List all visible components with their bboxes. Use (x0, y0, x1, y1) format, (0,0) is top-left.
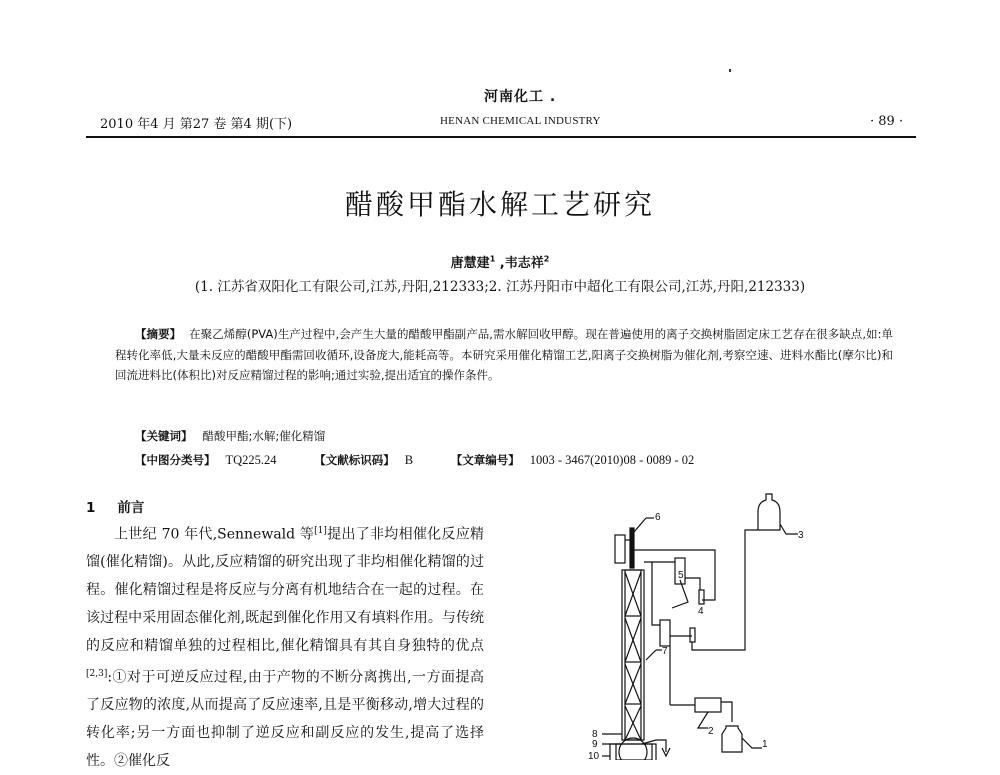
author-line (0, 252, 1000, 271)
author-affil-mark: 1 (489, 254, 496, 264)
diagram-label: 8 (592, 729, 598, 740)
doc-code-value: B (404, 453, 414, 467)
diagram-label: 5 (678, 570, 684, 581)
journal-name-cn: 河南化工 . (484, 89, 557, 105)
keywords (135, 428, 325, 444)
abstract (115, 324, 893, 386)
journal-name-en: HENAN CHEMICAL INDUSTRY (440, 115, 601, 127)
paragraph-text: 上世纪 70 年代,Sennewald 等 (114, 526, 315, 543)
section-title: 前言 (117, 500, 145, 516)
diagram-label: 3 (798, 530, 804, 541)
doc-code-label: 【文献标识码】 (314, 453, 395, 467)
author-name: 唐慧建 (450, 256, 490, 271)
clc-value: TQ225.24 (225, 453, 277, 467)
paragraph (86, 518, 484, 775)
diagram-label: 7 (662, 646, 668, 657)
citation-ref[interactable]: [1] (314, 526, 327, 536)
author-separator: , (495, 256, 505, 271)
body-column-left (86, 518, 484, 775)
diagram-label: 1 (762, 739, 768, 750)
keywords-label: 【关键词】 (135, 429, 193, 443)
article-no-value: 1003 - 3467(2010)08 - 0089 - 02 (529, 453, 695, 467)
scan-artifact (729, 69, 731, 72)
abstract-label: 【摘要】 (135, 327, 182, 341)
citation-ref[interactable]: [2,3] (86, 668, 108, 679)
apparatus-diagram (580, 490, 880, 760)
clc-label: 【中图分类号】 (135, 453, 216, 467)
affiliations: (1. 江苏省双阳化工有限公司,江苏,丹阳,212333;2. 江苏丹阳市中超化工有限公司,江苏,丹阳,212333) (194, 279, 806, 295)
diagram-label: 9 (592, 739, 598, 750)
abstract-text: 在聚乙烯醇(PVA)生产过程中,会产生大量的醋酸甲酯副产品,需水解回收甲醇。现在普遍使用的离子交换树脂固定床工艺存在很多缺点,如:单程转化率低,大量未反应的醋酸甲酯需回收循环,设备庞大,能耗高等。本研究采用催化精馏工艺,阳离子交换树脂为催化剂,考察空速、进料水酯比(摩尔比)和回流进料比(体积比)对反应精馏过程的影响;通过实验,提出适宜的操作条件。 (115, 327, 893, 382)
author-name: 韦志祥 (504, 256, 544, 271)
author-affil-mark: 2 (543, 254, 550, 264)
diagram-label: 10 (588, 751, 600, 760)
paragraph-text: 提出了非均相催化反应精馏(催化精馏)。从此,反应精馏的研究出现了非均相催化精馏的过程。催化精馏过程是将反应与分离有机地结合在一起的过程。在该过程中采用固态催化剂,既起到催化作用又有填料作用。与传统的反应和精馏单独的过程相比,催化精馏具有其自身独特的优点 (86, 526, 484, 654)
issue-info: 2010 年4 月 第27 卷 第4 期(下) (100, 117, 293, 132)
article-no-label: 【文章编号】 (450, 453, 520, 467)
section-heading (86, 496, 144, 516)
section-number: 1 (86, 500, 96, 516)
keywords-text: 醋酸甲酯;水解;催化精馏 (202, 429, 326, 443)
diagram-label: 2 (708, 726, 714, 737)
page-number: · 89 · (870, 114, 904, 129)
paragraph-text: :①对于可逆反应过程,由于产物的不断分离携出,一方面提高了反应物的浓度,从而提高了反应速率,且是平衡移动,增大过程的转化率;另一方面也抑制了逆反应和副反应的发生,提高了选择性。②催化反 (86, 669, 484, 769)
diagram-label: 6 (655, 512, 661, 523)
diagram-label: 4 (698, 606, 704, 617)
classification-line (135, 452, 728, 468)
header-rule (86, 136, 916, 138)
article-title: 醋酸甲酯水解工艺研究 (344, 188, 655, 221)
